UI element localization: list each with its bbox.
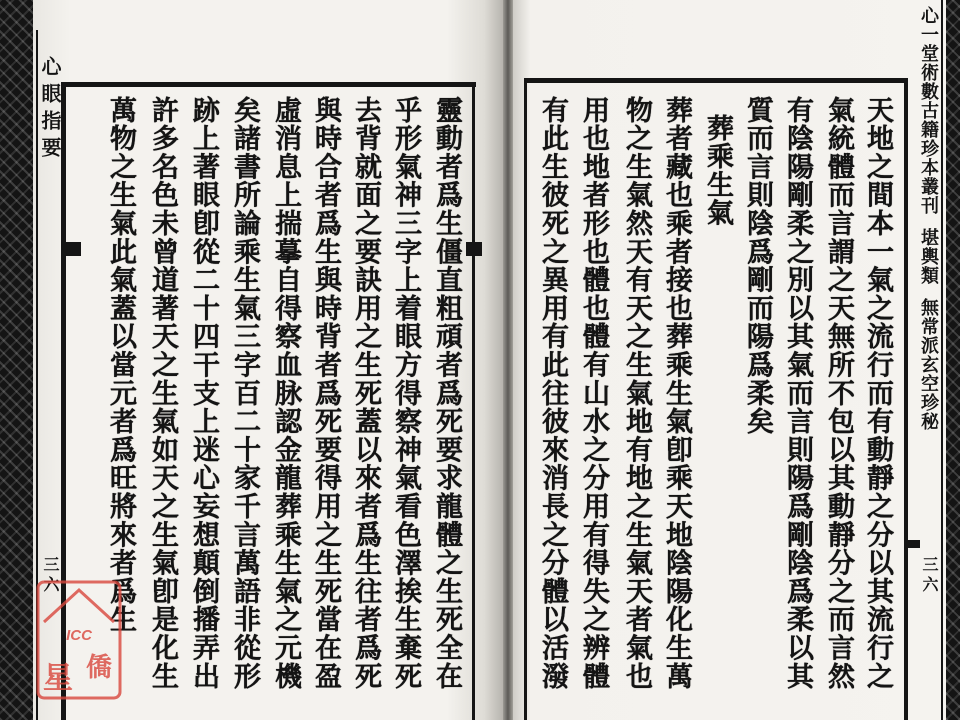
text-column: 跡上著眼卽從二十四干支上迷心妄想顛倒播弄出: [188, 96, 219, 691]
text-column: 矣諸書所論乘生氣三字百二十家千言萬語非從形: [229, 96, 260, 691]
watermark-logo: [36, 580, 122, 702]
text-column: 有此生彼死之異用有此往彼來消長之分體以活潑: [537, 96, 568, 691]
left-frame-top-rule: [61, 82, 476, 87]
left-margin-title: 心眼指要: [38, 56, 62, 164]
watermark-char-right: 僑: [85, 653, 113, 683]
fishtail-mark: [466, 242, 482, 256]
cover-cloth-right: [946, 0, 960, 720]
right-frame-top-rule: [524, 78, 908, 83]
right-margin-subseries: 無常派玄空珍秘: [918, 298, 939, 431]
right-margin-series: 心一堂術數古籍珍本叢刊: [918, 6, 939, 215]
watermark-roof: [44, 590, 114, 622]
text-column: 物之生氣然天有天之生氣地有地之生氣天者氣也: [621, 96, 652, 691]
text-column: 虛消息上揣摹自得察血脉認金龍葬乘生氣之元機: [270, 96, 301, 691]
watermark-char-left: 星: [43, 661, 73, 696]
left-frame-right-rule: [472, 82, 475, 720]
right-page-number: 三六: [920, 556, 939, 596]
text-column: 乎形氣神三字上着眼方得察神氣看色澤挨生棄死: [390, 96, 421, 691]
book-gutter: [503, 0, 513, 720]
text-column: 許多名色未曾道著天之生氣如天之生氣卽是化生: [147, 96, 178, 691]
right-frame-right-rule: [904, 78, 908, 720]
text-column: 葬者藏也乘者接也葬乘生氣卽乘天地陰陽化生萬: [661, 96, 692, 691]
text-column: 氣統體而言謂之天無所不包以其動靜分之而言然: [823, 96, 854, 691]
text-column: 質而言則陰爲剛而陽爲柔矣: [742, 96, 773, 436]
text-column: 萬物之生氣此氣蓋以當元者爲旺將來者爲生: [105, 96, 136, 634]
text-column: 用也地者形也體也體有山水之分用有得失之辨體: [578, 96, 609, 691]
right-margin-category: 堪輿類: [918, 228, 939, 285]
fishtail-mark: [61, 242, 81, 256]
text-column: 與時合者爲生與時背者爲死要得用之生死當在盈: [310, 96, 341, 691]
left-page-number: 三六: [41, 556, 60, 596]
fishtail-mark: [904, 540, 920, 548]
text-column: 去背就面之要訣用之生死蓋以來者爲生往者爲死: [350, 96, 381, 691]
watermark-latin: ICC: [66, 627, 92, 644]
cover-cloth-left: [0, 0, 33, 720]
text-column: 天地之間本一氣之流行而有動靜之分以其流行之: [862, 96, 893, 691]
text-column: 有陰陽剛柔之別以其氣而言則陽爲剛陰爲柔以其: [782, 96, 813, 691]
right-frame-left-rule: [524, 78, 527, 720]
right-banxin-rule: [941, 0, 943, 720]
section-heading: 葬乘生氣: [702, 114, 733, 228]
text-column: 靈動者爲生僵直粗頑者爲死要求龍體之生死全在: [431, 96, 462, 691]
